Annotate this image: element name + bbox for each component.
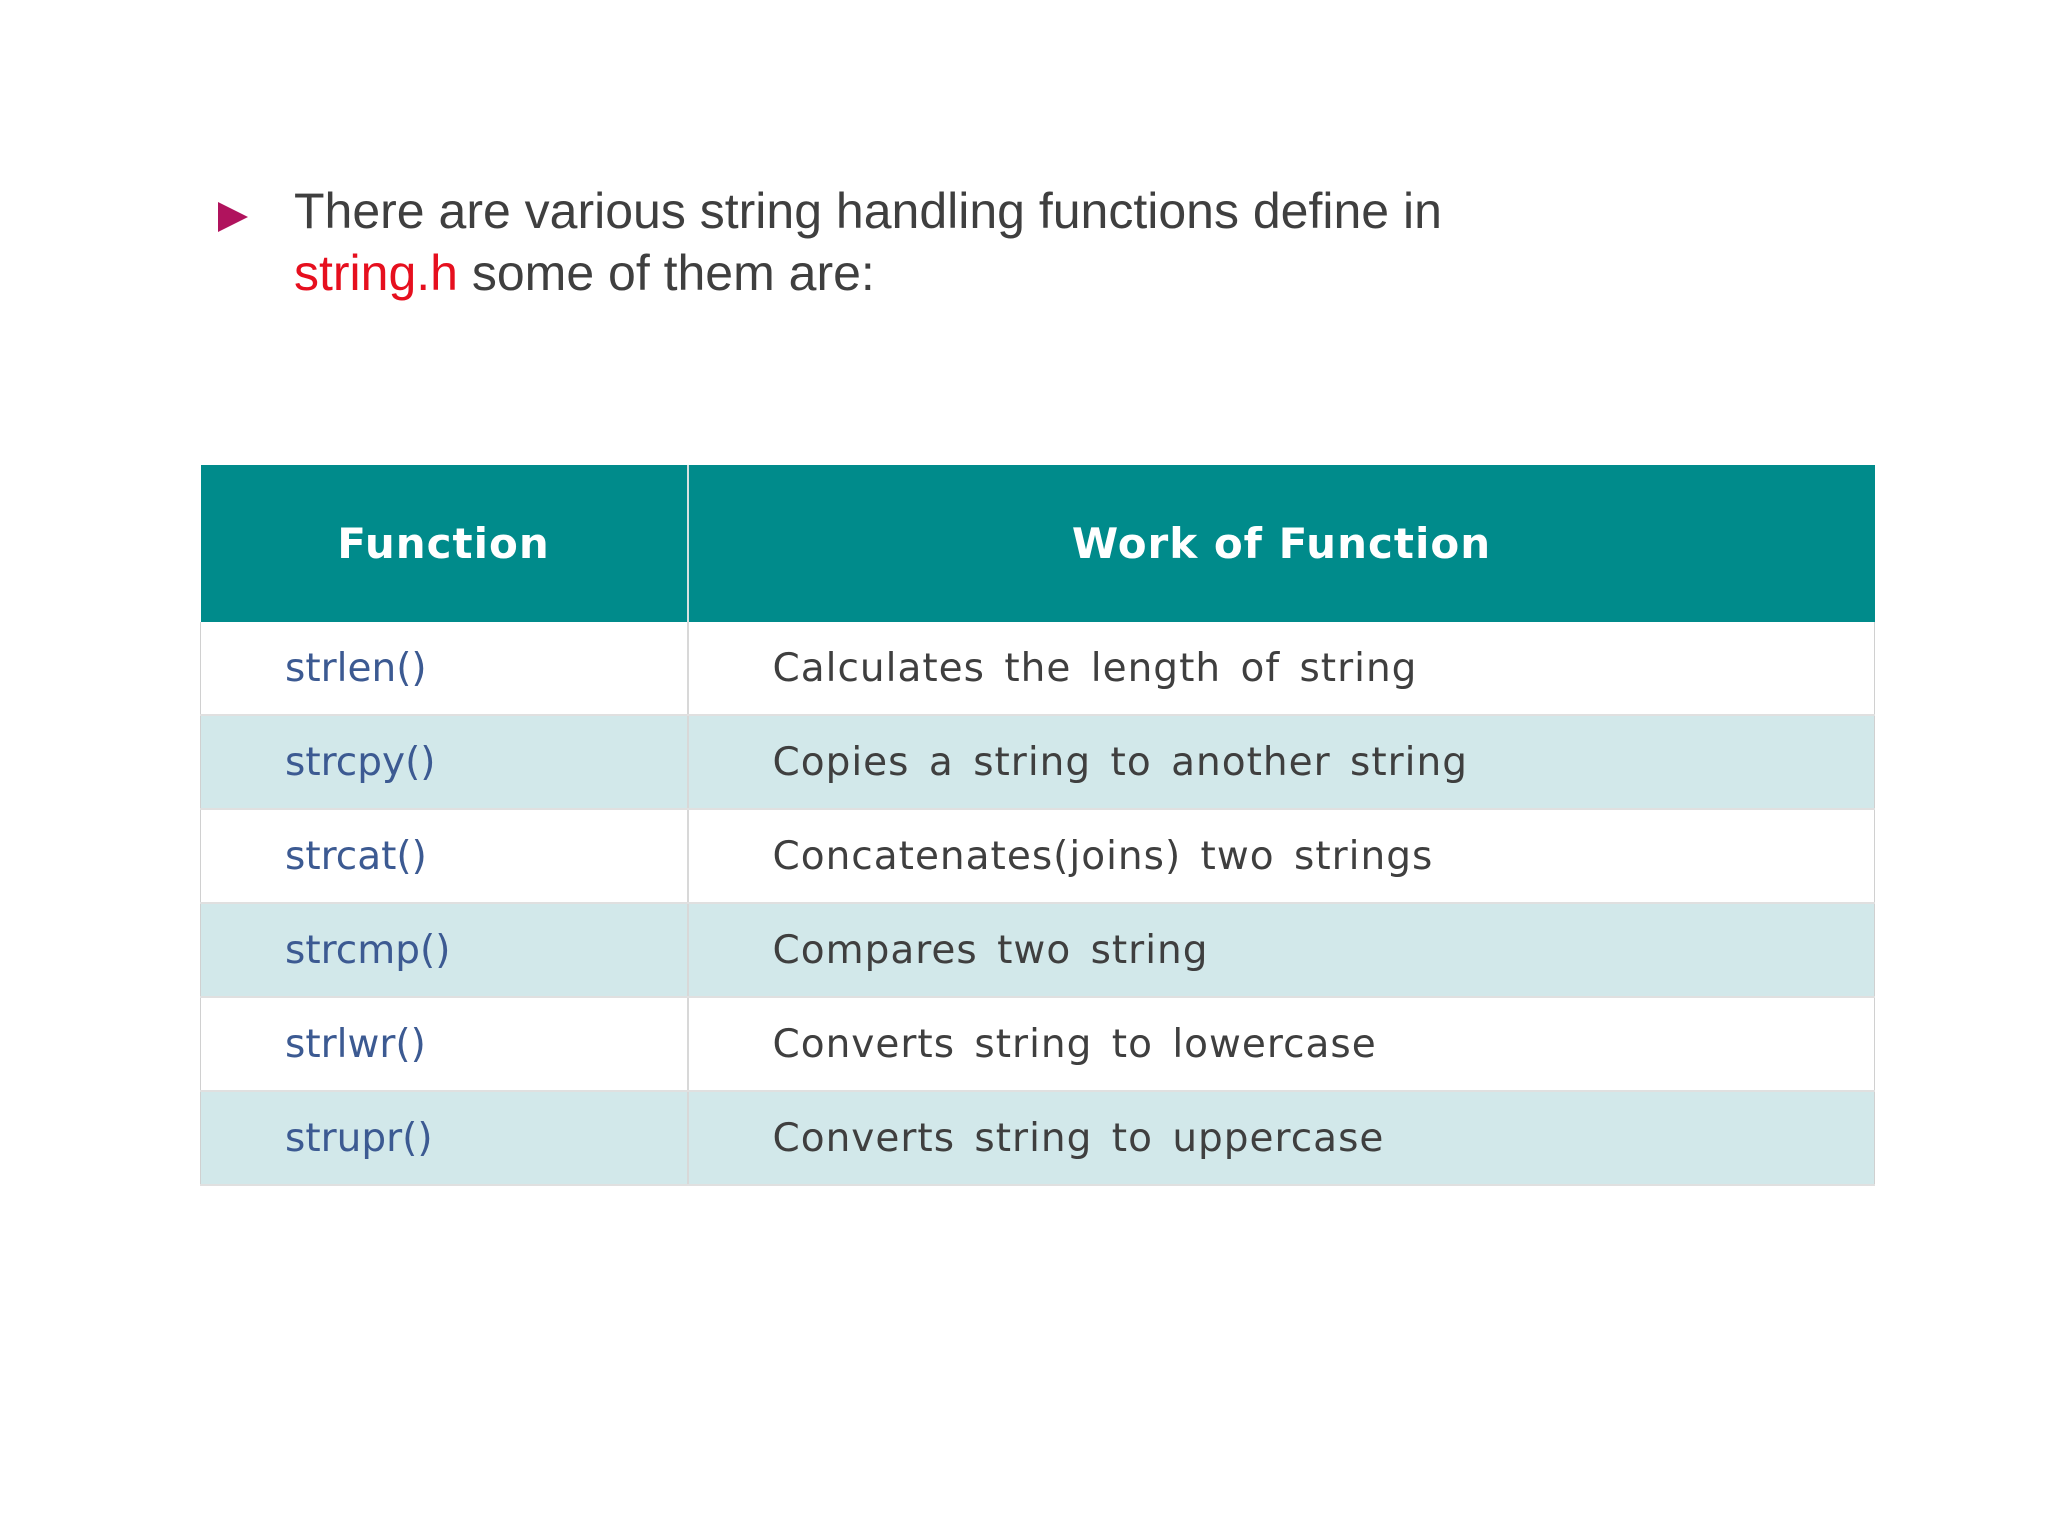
bullet-line-2: [294, 242, 1442, 304]
table-row: [201, 997, 1875, 1091]
function-description: Converts string to uppercase: [688, 1091, 1875, 1185]
function-name: strcat(): [201, 809, 688, 903]
function-name: strcpy(): [201, 715, 688, 809]
function-description: Calculates the length of string: [688, 622, 1875, 715]
functions-table: [200, 465, 1874, 1186]
bullet-text: [294, 180, 1442, 304]
header-file-name: string.h: [294, 245, 458, 301]
function-name: strlwr(): [201, 997, 688, 1091]
function-description: Concatenates(joins) two strings: [688, 809, 1875, 903]
bullet-line-2-rest: some of them are:: [457, 245, 875, 301]
header-work-of-function: Work of Function: [688, 465, 1875, 622]
table-row: [201, 715, 1875, 809]
function-name: strcmp(): [201, 903, 688, 997]
table-row: [201, 1091, 1875, 1185]
function-name: strupr(): [201, 1091, 688, 1185]
table-row: [201, 903, 1875, 997]
header-function: Function: [201, 465, 688, 622]
table-row: [201, 622, 1875, 715]
functions-table-grid: [200, 465, 1875, 1186]
table-row: [201, 809, 1875, 903]
function-description: Converts string to lowercase: [688, 997, 1875, 1091]
function-description: Compares two string: [688, 903, 1875, 997]
bullet-line-1: There are various string handling functions define in: [294, 183, 1442, 239]
triangle-right-icon: [218, 202, 248, 232]
table-header-row: [201, 465, 1875, 622]
function-name: strlen(): [201, 622, 688, 715]
function-description: Copies a string to another string: [688, 715, 1875, 809]
